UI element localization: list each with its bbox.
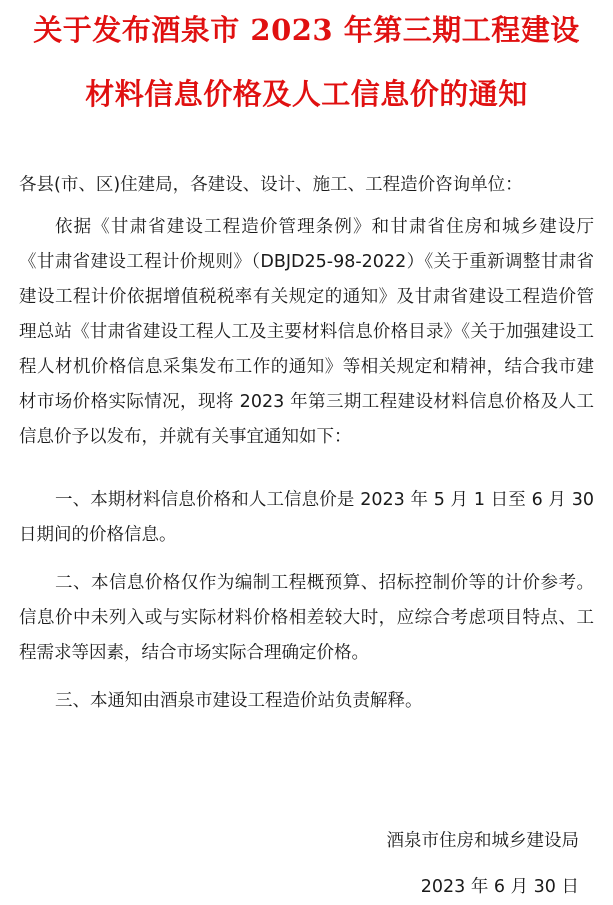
paragraph-item-2: 二、本信息价格仅作为编制工程概预算、招标控制价等的计价参考。信息价中未列入或与实际材料价格相差较大时，应综合考虑项目特点、工程需求等因素，结合市场实际合理确定价格。 [19, 573, 594, 663]
signature-organization: 酒泉市住房和城乡建设局 [386, 831, 579, 851]
salutation: 各县(市、区)住建局，各建设、设计、施工、工程造价咨询单位： [19, 175, 523, 195]
paragraph-item-3: 三、本通知由酒泉市建设工程造价站负责解释。 [55, 691, 423, 711]
document-title-line-2: 材料信息价格及人工信息价的通知 [85, 77, 528, 111]
document-title-line-1: 关于发布酒泉市 2023 年第三期工程建设 [33, 13, 580, 47]
signature-date: 2023 年 6 月 30 日 [420, 877, 579, 897]
paragraph-item-1: 一、本期材料信息价格和人工信息价是 2023 年 5 月 1 日至 6 月 30 日期间的价格信息。 [19, 490, 594, 545]
paragraph-basis: 依据《甘肃省建设工程造价管理条例》和甘肃省住房和城乡建设厅《甘肃省建设工程计价规则》（DBJD25-98-2022）《关于重新调整甘肃省建设工程计价依据增值税税率有关规定的通知》及甘肃省建设工程造价管理总站《甘肃省建设工程人工及主要材料信息价格目录》《关于加强建设工程人材机价格信息采集发布工作的通知》等相关规定和精神，结合我市建材市场价格实际情况，现将 2023 年第三期工程建设材料信息价格及人工信息价予以发布，并就有关事宜通知如下： [19, 217, 594, 447]
